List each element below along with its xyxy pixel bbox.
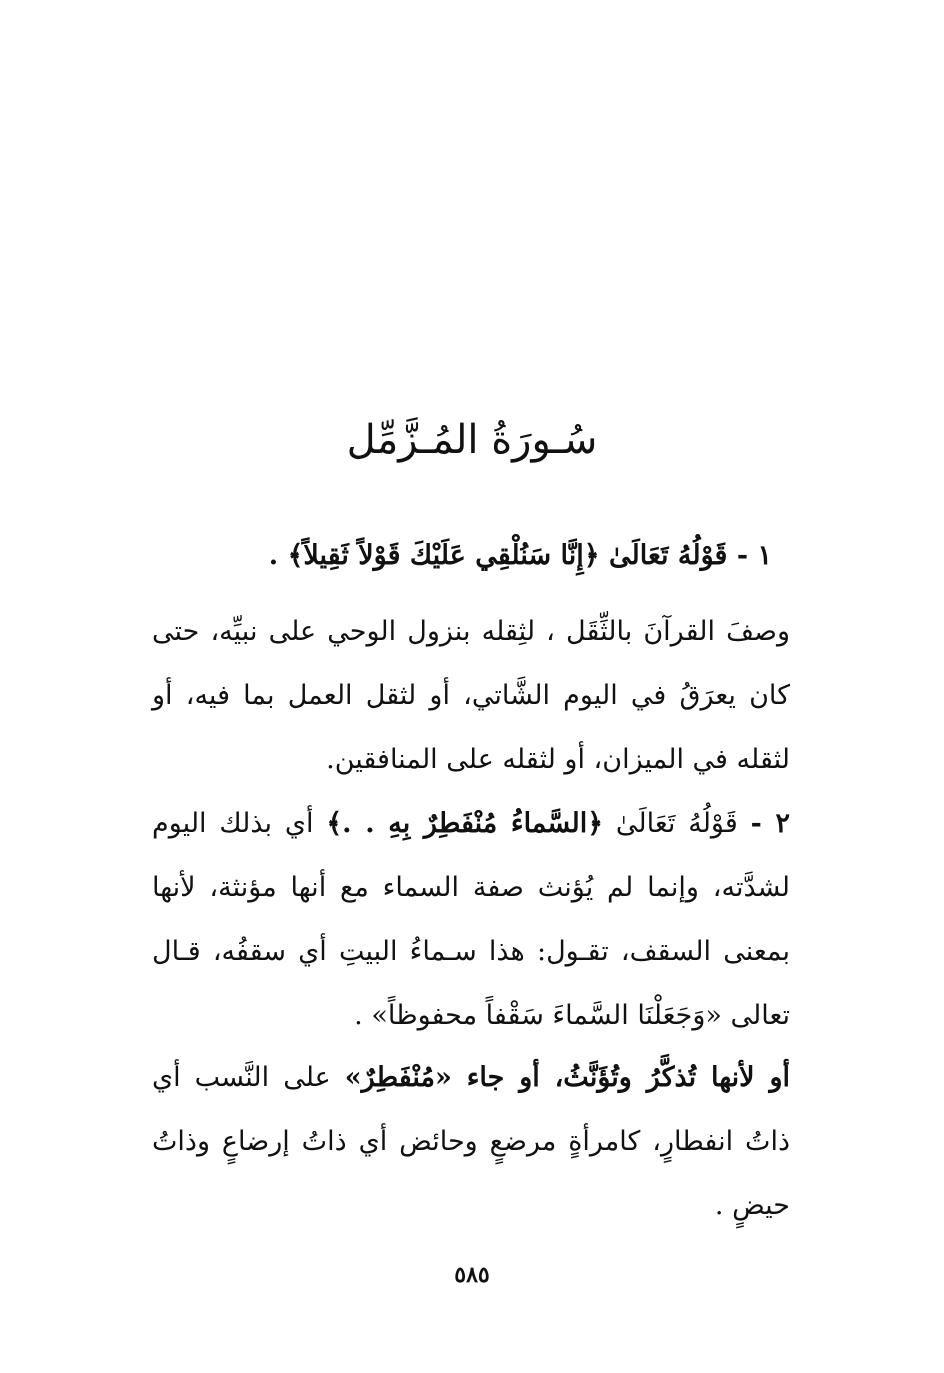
section-3-lead: أو لأنها تُذكَّرُ وتُؤَنَّثُ، أو جاء «مُنْفَطِرٌ» — [344, 1062, 790, 1093]
section-1-end: . — [268, 540, 279, 571]
section-2-number: ٢ - — [750, 808, 790, 839]
section-1-verse — [152, 526, 772, 586]
section-2 — [152, 792, 790, 1048]
section-1-body: وصفَ القرآنَ بالثِّقَل ، لثِقله بنزول الوحي على نبيِّه، حتى كان يعرَقُ في اليوم الشَّاتي، أو لثقل العمل بما فيه، أو لثقله في الميزان، أو لثقله على المنافقين. — [152, 616, 790, 775]
section-2-body: أي بذلك اليوم لشدَّته، وإنما لم يُؤنث صفة السماء مع أنها مؤنثة، لأنها بمعنى السقف، تقـول: هذا سـماءُ البيتِ أي سقفُه، قـال تعالى «وَجَعَلْنَا السَّماءَ سَقْفاً محفوظاً» . — [152, 808, 790, 1031]
section-1-quran-verse: ﴿إِنَّا سَنُلْقِي عَلَيْكَ قَوْلاً ثَقِيلاً﴾ — [287, 540, 600, 571]
section-3-body: على النَّسب أي ذاتُ انفطارٍ، كامرأةٍ مرضعٍ وحائض أي ذاتُ إرضاعٍ وذاتُ حيضٍ . — [152, 1062, 790, 1221]
section-2-quran-verse: ﴿السَّماءُ مُنْفَطِرٌ بِهِ . .﴾ — [326, 808, 604, 839]
surah-title: سُـورَةُ المُـزَّمِّل — [346, 417, 598, 463]
page-number: ٥٨٥ — [454, 1262, 490, 1288]
section-1-lead: قَوْلُهُ تَعَالَىٰ — [609, 540, 728, 571]
section-1-number: ١ - — [736, 540, 772, 571]
section-3 — [152, 1046, 790, 1238]
section-2-lead: قَوْلُهُ تَعَالَىٰ — [615, 808, 738, 839]
